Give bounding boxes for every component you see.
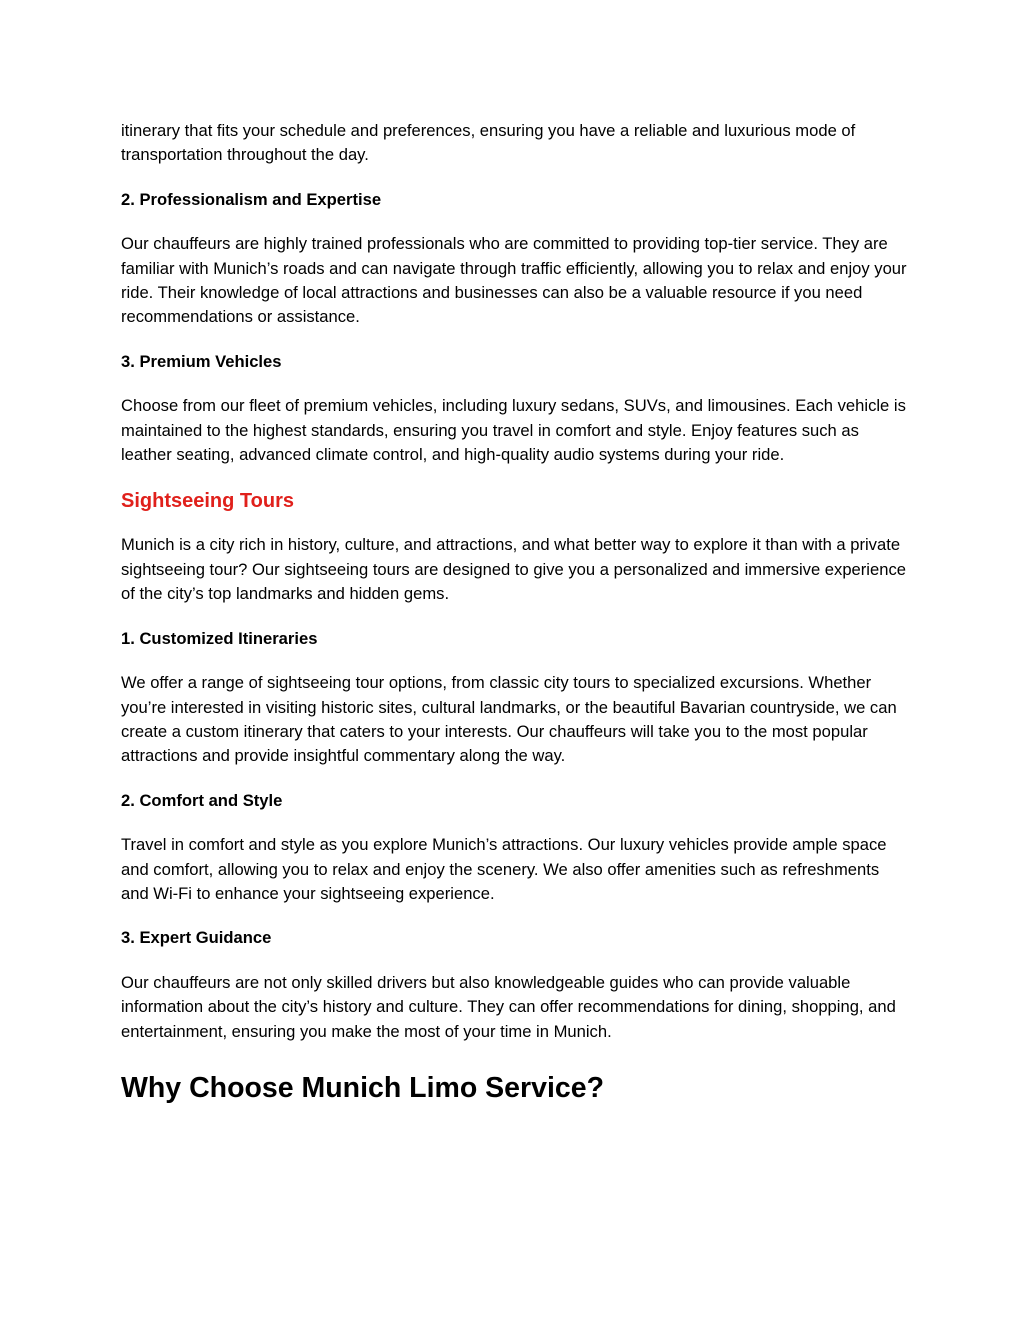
- document-page: [121, 119, 911, 1106]
- sightseeing-paragraph: Munich is a city rich in history, culture, and attractions, and what better way to explore it than with a private sightseeing tour? Our sightseeing tours are designed to give you a personalized and immersive experience of the city’s top landmarks and hidden gems.: [121, 535, 906, 604]
- premium-vehicles-heading: 3. Premium Vehicles: [121, 351, 282, 371]
- expert-guidance-heading: 3. Expert Guidance: [121, 928, 272, 948]
- intro-paragraph: itinerary that fits your schedule and preferences, ensuring you have a reliable and luxurious mode of transportation throughout the day.: [121, 121, 856, 165]
- why-choose-heading: Why Choose Munich Limo Service?: [121, 1071, 604, 1104]
- customized-itineraries-paragraph: We offer a range of sightseeing tour options, from classic city tours to specialized excursions. Whether you’re interested in visiting historic sites, cultural landmarks, or the beautiful Bavarian countryside, we can create a custom itinerary that caters to your interests. Our chauffeurs will take you to the most popular attractions and provide insightful commentary along the way.: [121, 673, 897, 766]
- sightseeing-tours-heading: Sightseeing Tours: [121, 490, 294, 513]
- premium-vehicles-paragraph: Choose from our fleet of premium vehicles, including luxury sedans, SUVs, and limousines. Each vehicle is maintained to the highest standards, ensuring you travel in comfort and style. Enjoy features such as leather seating, advanced climate control, and high-quality audio systems during your ride.: [121, 396, 906, 465]
- expert-guidance-paragraph: Our chauffeurs are not only skilled drivers but also knowledgeable guides who can provide valuable information about the city’s history and culture. They can offer recommendations for dining, shopping, and entertainment, ensuring you make the most of your time in Munich.: [121, 972, 896, 1041]
- professionalism-heading: 2. Professionalism and Expertise: [121, 189, 382, 209]
- comfort-style-paragraph: Travel in comfort and style as you explore Munich’s attractions. Our luxury vehicles provide ample space and comfort, allowing you to relax and enjoy the scenery. We also offer amenities such as refreshments and Wi-Fi to enhance your sightseeing experience.: [121, 835, 887, 903]
- customized-itineraries-heading: 1. Customized Itineraries: [121, 628, 318, 648]
- comfort-style-heading: 2. Comfort and Style: [121, 790, 283, 810]
- professionalism-paragraph: Our chauffeurs are highly trained professionals who are committed to providing top-tier service. They are familiar with Munich’s roads and can navigate through traffic efficiently, allowing you to relax and enjoy your ride. Their knowledge of local attractions and businesses can also be a valuable resource if you need recommendations or assistance.: [121, 234, 907, 327]
